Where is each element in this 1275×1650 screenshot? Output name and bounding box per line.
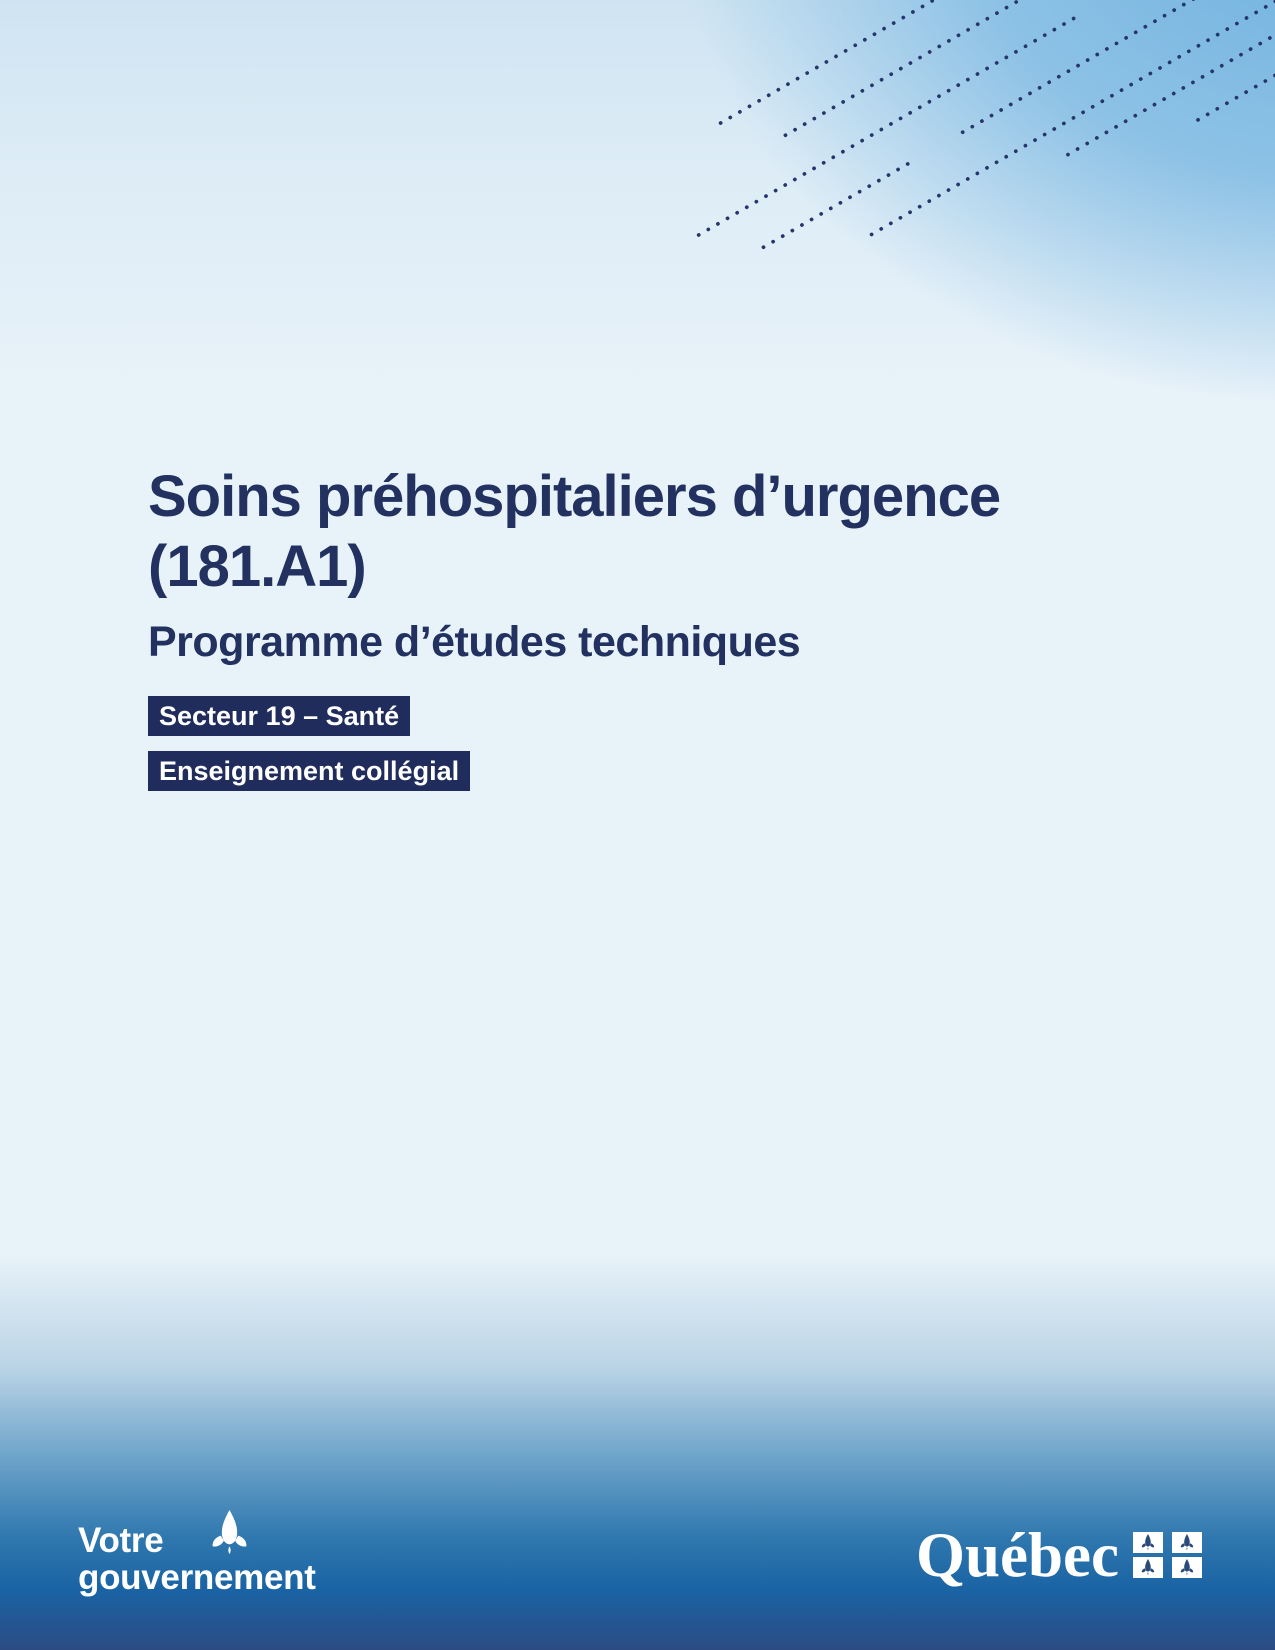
- votre-gouvernement-logo: [78, 1522, 316, 1596]
- badge-group: [148, 696, 1268, 791]
- page-subtitle: Programme d’études techniques: [148, 618, 801, 666]
- fleur-de-lis-icon: [211, 1509, 248, 1554]
- page-title-line2: (181.A1): [148, 534, 366, 599]
- gov-logo-line1: Votre: [78, 1521, 164, 1560]
- page-title-line1: Soins préhospitaliers d’urgence: [148, 464, 1001, 529]
- gov-logo-line2: gouvernement: [78, 1558, 316, 1597]
- education-level-badge: Enseignement collégial: [148, 751, 470, 791]
- cover-text-block: [148, 462, 1268, 791]
- quebec-wordmark: Québec: [916, 1520, 1119, 1590]
- sector-badge: Secteur 19 – Santé: [148, 696, 410, 736]
- page-title: [148, 462, 1268, 602]
- diagonal-dotted-lines-icon: [0, 0, 1275, 280]
- quebec-flag-icon: [1133, 1532, 1202, 1578]
